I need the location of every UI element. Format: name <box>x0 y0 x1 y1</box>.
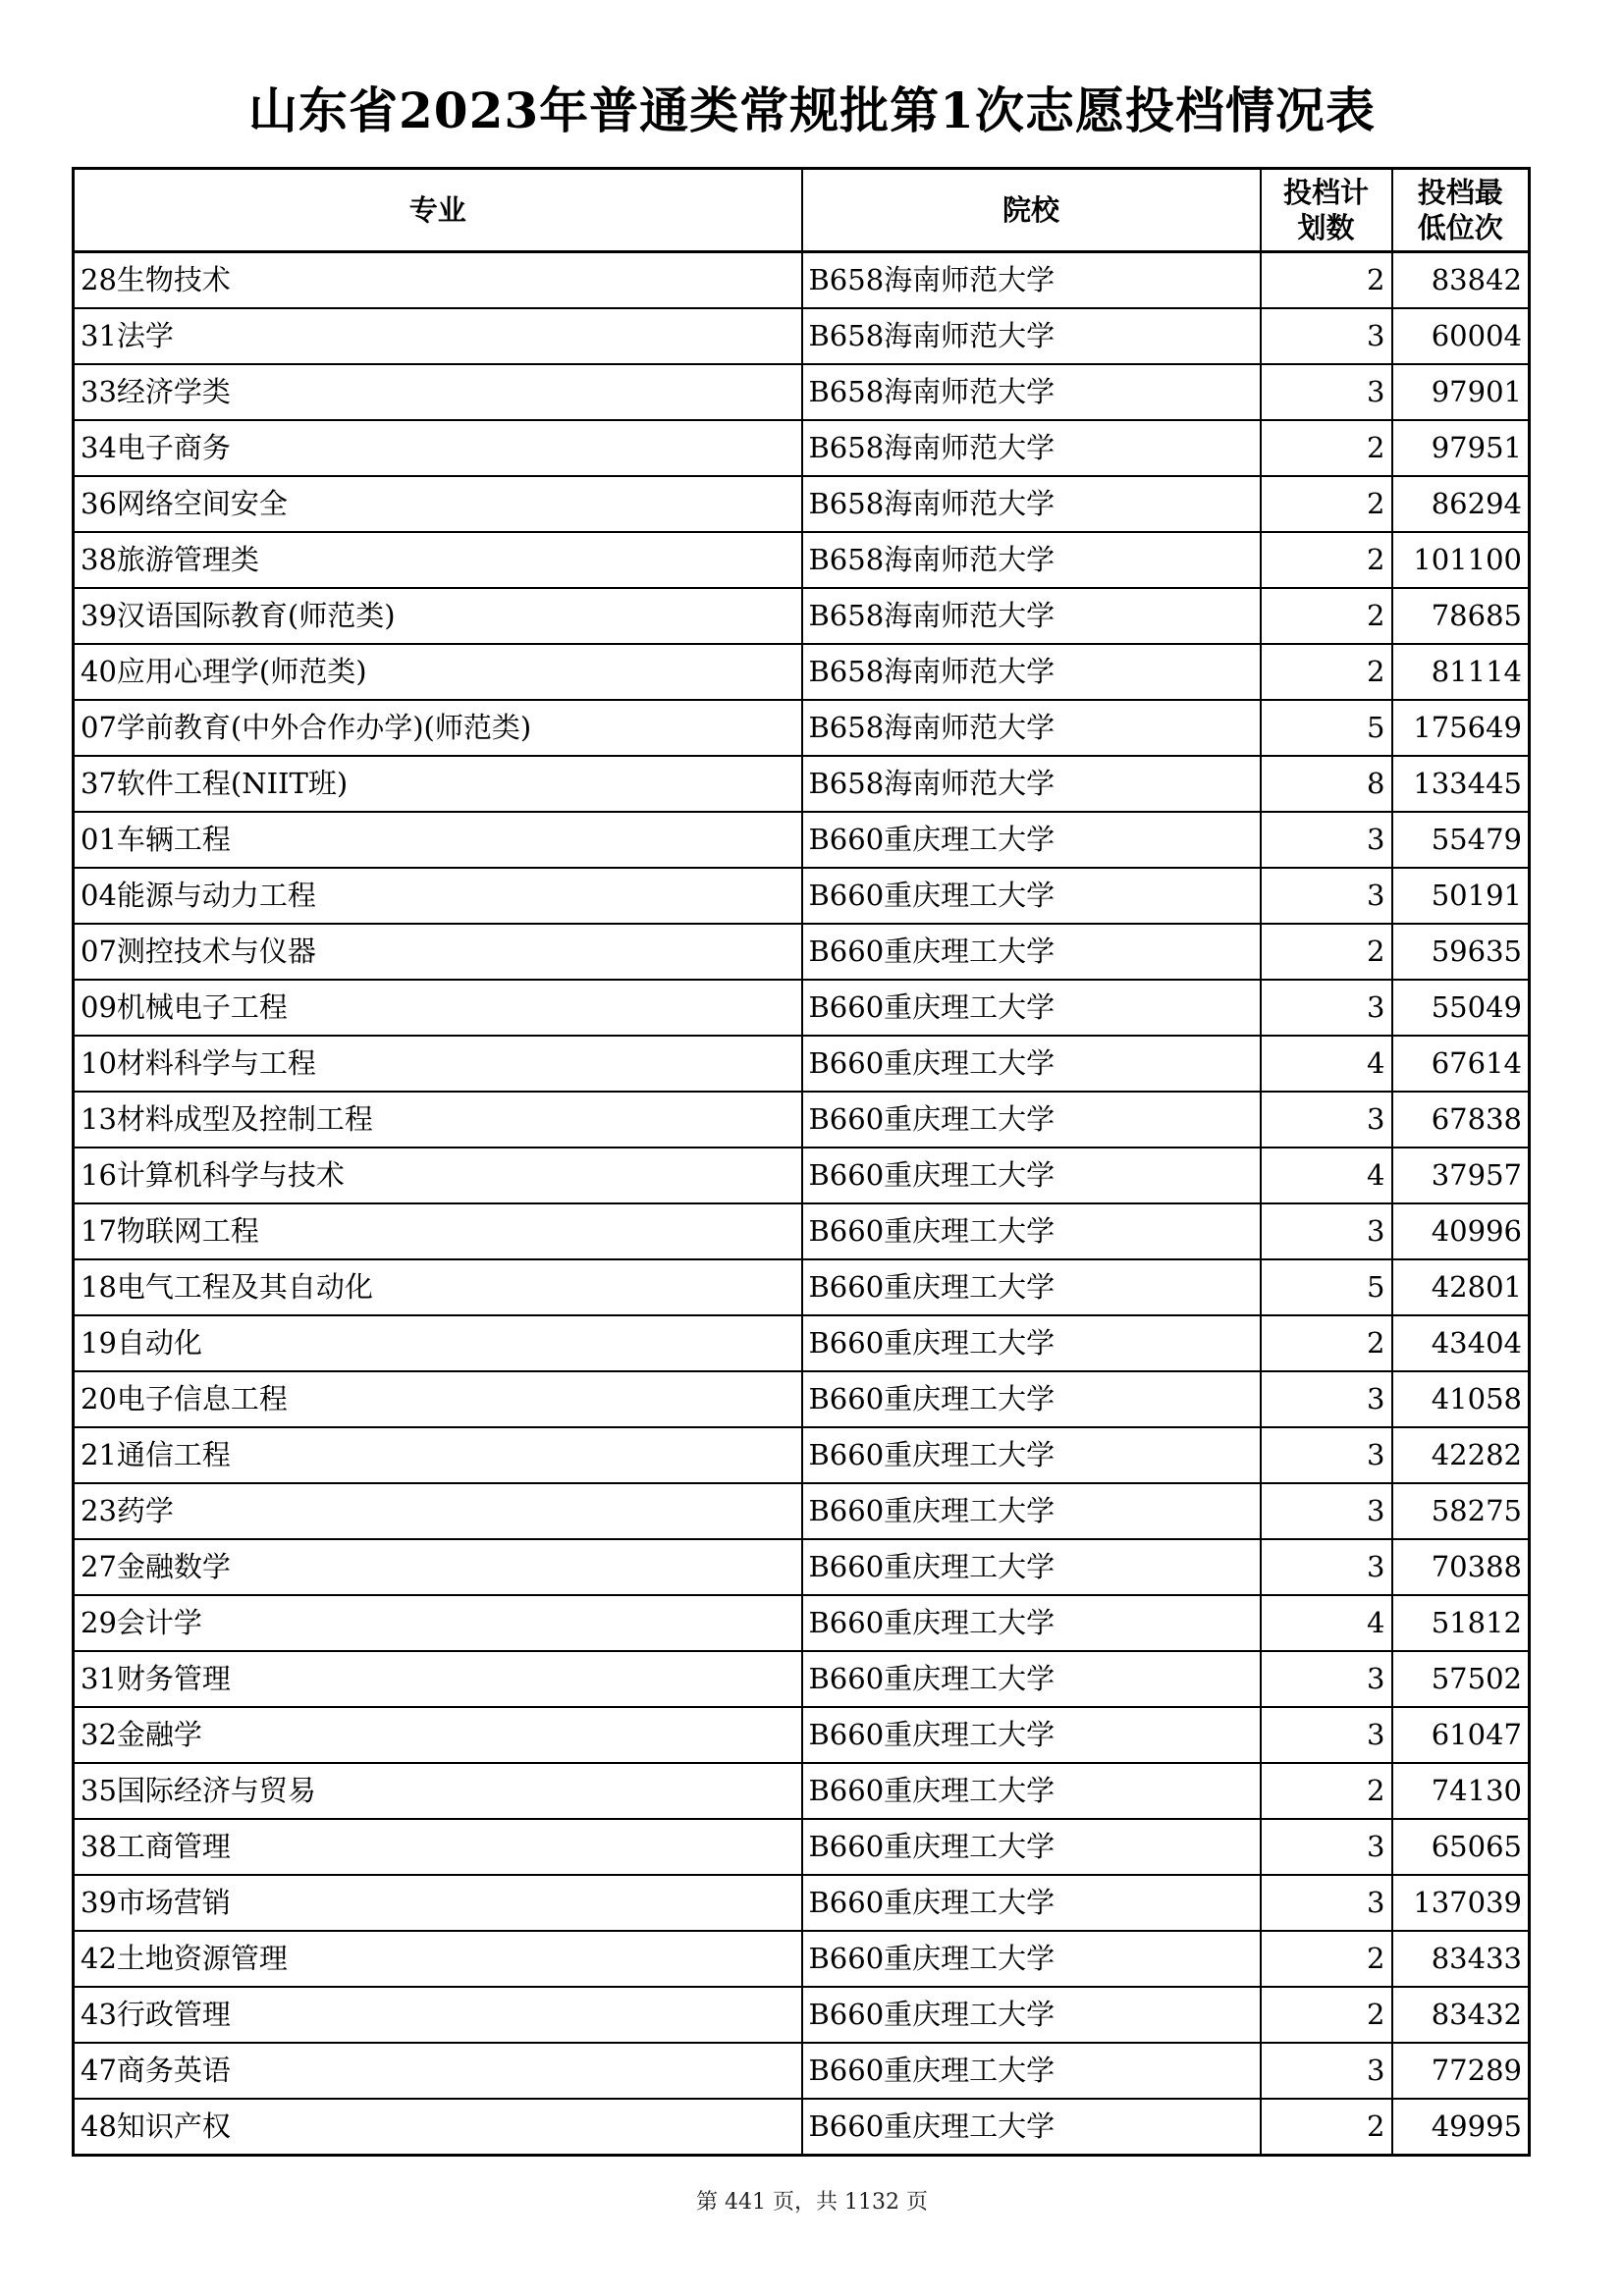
min-rank-cell: 51812 <box>1392 1595 1530 1651</box>
min-rank-cell: 67614 <box>1392 1036 1530 1092</box>
table-row <box>74 532 1530 588</box>
table-row <box>74 364 1530 420</box>
school-cell: B660重庆理工大学 <box>802 868 1261 924</box>
major-cell: 43行政管理 <box>74 1987 802 2043</box>
table-row <box>74 1763 1530 1819</box>
plan-count-cell: 3 <box>1261 1092 1392 1148</box>
min-rank-cell: 42801 <box>1392 1259 1530 1315</box>
table-row <box>74 1707 1530 1763</box>
major-cell: 13材料成型及控制工程 <box>74 1092 802 1148</box>
header-major: 专业 <box>74 169 802 252</box>
major-cell: 20电子信息工程 <box>74 1371 802 1427</box>
school-cell: B660重庆理工大学 <box>802 1371 1261 1427</box>
table-row <box>74 1987 1530 2043</box>
table-row <box>74 308 1530 364</box>
header-rank-line2: 低位次 <box>1417 211 1503 244</box>
table-row <box>74 1427 1530 1483</box>
school-cell: B660重庆理工大学 <box>802 1651 1261 1707</box>
major-cell: 16计算机科学与技术 <box>74 1148 802 1203</box>
table-body <box>74 252 1530 2156</box>
school-cell: B660重庆理工大学 <box>802 812 1261 868</box>
school-cell: B658海南师范大学 <box>802 420 1261 476</box>
major-cell: 42土地资源管理 <box>74 1931 802 1987</box>
admission-table-container <box>72 167 1528 2157</box>
major-cell: 23药学 <box>74 1483 802 1539</box>
plan-count-cell: 8 <box>1261 756 1392 812</box>
min-rank-cell: 67838 <box>1392 1092 1530 1148</box>
table-row <box>74 1315 1530 1371</box>
table-row <box>74 868 1530 924</box>
table-row <box>74 476 1530 532</box>
table-row <box>74 644 1530 700</box>
min-rank-cell: 77289 <box>1392 2043 1530 2099</box>
table-header-row <box>74 169 1530 252</box>
min-rank-cell: 81114 <box>1392 644 1530 700</box>
table-row <box>74 1875 1530 1931</box>
min-rank-cell: 60004 <box>1392 308 1530 364</box>
school-cell: B660重庆理工大学 <box>802 1315 1261 1371</box>
plan-count-cell: 3 <box>1261 1539 1392 1595</box>
plan-count-cell: 2 <box>1261 2099 1392 2156</box>
school-cell: B658海南师范大学 <box>802 588 1261 644</box>
header-plan <box>1261 169 1392 252</box>
table-row <box>74 1819 1530 1875</box>
plan-count-cell: 2 <box>1261 644 1392 700</box>
table-row <box>74 1036 1530 1092</box>
major-cell: 21通信工程 <box>74 1427 802 1483</box>
major-cell: 18电气工程及其自动化 <box>74 1259 802 1315</box>
min-rank-cell: 55479 <box>1392 812 1530 868</box>
school-cell: B660重庆理工大学 <box>802 1203 1261 1259</box>
school-cell: B660重庆理工大学 <box>802 1595 1261 1651</box>
plan-count-cell: 5 <box>1261 1259 1392 1315</box>
table-row <box>74 700 1530 756</box>
major-cell: 38旅游管理类 <box>74 532 802 588</box>
min-rank-cell: 58275 <box>1392 1483 1530 1539</box>
min-rank-cell: 175649 <box>1392 700 1530 756</box>
major-cell: 48知识产权 <box>74 2099 802 2156</box>
major-cell: 09机械电子工程 <box>74 980 802 1036</box>
table-row <box>74 252 1530 309</box>
school-cell: B660重庆理工大学 <box>802 1707 1261 1763</box>
min-rank-cell: 42282 <box>1392 1427 1530 1483</box>
plan-count-cell: 2 <box>1261 252 1392 309</box>
table-row <box>74 980 1530 1036</box>
school-cell: B658海南师范大学 <box>802 644 1261 700</box>
major-cell: 10材料科学与工程 <box>74 1036 802 1092</box>
min-rank-cell: 83432 <box>1392 1987 1530 2043</box>
school-cell: B658海南师范大学 <box>802 252 1261 309</box>
min-rank-cell: 65065 <box>1392 1819 1530 1875</box>
school-cell: B660重庆理工大学 <box>802 2099 1261 2156</box>
table-row <box>74 1483 1530 1539</box>
min-rank-cell: 97951 <box>1392 420 1530 476</box>
min-rank-cell: 133445 <box>1392 756 1530 812</box>
plan-count-cell: 3 <box>1261 1427 1392 1483</box>
table-row <box>74 1539 1530 1595</box>
header-rank-line1: 投档最 <box>1417 176 1503 209</box>
major-cell: 38工商管理 <box>74 1819 802 1875</box>
school-cell: B660重庆理工大学 <box>802 1931 1261 1987</box>
major-cell: 29会计学 <box>74 1595 802 1651</box>
plan-count-cell: 4 <box>1261 1148 1392 1203</box>
school-cell: B660重庆理工大学 <box>802 1819 1261 1875</box>
table-row <box>74 1371 1530 1427</box>
min-rank-cell: 40996 <box>1392 1203 1530 1259</box>
min-rank-cell: 70388 <box>1392 1539 1530 1595</box>
table-row <box>74 1203 1530 1259</box>
plan-count-cell: 3 <box>1261 308 1392 364</box>
min-rank-cell: 57502 <box>1392 1651 1530 1707</box>
major-cell: 07学前教育(中外合作办学)(师范类) <box>74 700 802 756</box>
school-cell: B658海南师范大学 <box>802 364 1261 420</box>
school-cell: B660重庆理工大学 <box>802 1427 1261 1483</box>
table-row <box>74 924 1530 980</box>
major-cell: 31财务管理 <box>74 1651 802 1707</box>
plan-count-cell: 2 <box>1261 1763 1392 1819</box>
table-row <box>74 1931 1530 1987</box>
plan-count-cell: 3 <box>1261 868 1392 924</box>
min-rank-cell: 78685 <box>1392 588 1530 644</box>
major-cell: 27金融数学 <box>74 1539 802 1595</box>
min-rank-cell: 86294 <box>1392 476 1530 532</box>
plan-count-cell: 3 <box>1261 1483 1392 1539</box>
plan-count-cell: 2 <box>1261 588 1392 644</box>
major-cell: 39市场营销 <box>74 1875 802 1931</box>
school-cell: B660重庆理工大学 <box>802 1539 1261 1595</box>
plan-count-cell: 4 <box>1261 1595 1392 1651</box>
min-rank-cell: 97901 <box>1392 364 1530 420</box>
min-rank-cell: 74130 <box>1392 1763 1530 1819</box>
table-row <box>74 588 1530 644</box>
major-cell: 31法学 <box>74 308 802 364</box>
major-cell: 01车辆工程 <box>74 812 802 868</box>
plan-count-cell: 5 <box>1261 700 1392 756</box>
major-cell: 47商务英语 <box>74 2043 802 2099</box>
school-cell: B658海南师范大学 <box>802 476 1261 532</box>
table-row <box>74 1148 1530 1203</box>
min-rank-cell: 59635 <box>1392 924 1530 980</box>
plan-count-cell: 3 <box>1261 364 1392 420</box>
header-plan-line2: 划数 <box>1297 211 1355 244</box>
school-cell: B660重庆理工大学 <box>802 1987 1261 2043</box>
header-rank <box>1392 169 1530 252</box>
plan-count-cell: 3 <box>1261 1707 1392 1763</box>
major-cell: 32金融学 <box>74 1707 802 1763</box>
major-cell: 17物联网工程 <box>74 1203 802 1259</box>
plan-count-cell: 3 <box>1261 1651 1392 1707</box>
plan-count-cell: 3 <box>1261 1875 1392 1931</box>
school-cell: B658海南师范大学 <box>802 308 1261 364</box>
major-cell: 33经济学类 <box>74 364 802 420</box>
plan-count-cell: 2 <box>1261 476 1392 532</box>
school-cell: B660重庆理工大学 <box>802 1259 1261 1315</box>
school-cell: B660重庆理工大学 <box>802 924 1261 980</box>
table-row <box>74 756 1530 812</box>
school-cell: B660重庆理工大学 <box>802 980 1261 1036</box>
school-cell: B660重庆理工大学 <box>802 1763 1261 1819</box>
min-rank-cell: 41058 <box>1392 1371 1530 1427</box>
plan-count-cell: 4 <box>1261 1036 1392 1092</box>
table-row <box>74 1651 1530 1707</box>
school-cell: B660重庆理工大学 <box>802 1092 1261 1148</box>
major-cell: 28生物技术 <box>74 252 802 309</box>
plan-count-cell: 2 <box>1261 924 1392 980</box>
major-cell: 07测控技术与仪器 <box>74 924 802 980</box>
plan-count-cell: 2 <box>1261 1987 1392 2043</box>
school-cell: B658海南师范大学 <box>802 756 1261 812</box>
plan-count-cell: 3 <box>1261 1371 1392 1427</box>
min-rank-cell: 83433 <box>1392 1931 1530 1987</box>
major-cell: 39汉语国际教育(师范类) <box>74 588 802 644</box>
major-cell: 35国际经济与贸易 <box>74 1763 802 1819</box>
table-row <box>74 2099 1530 2156</box>
plan-count-cell: 3 <box>1261 1819 1392 1875</box>
page-title: 山东省2023年普通类常规批第1次志愿投档情况表 <box>248 81 1376 139</box>
min-rank-cell: 137039 <box>1392 1875 1530 1931</box>
min-rank-cell: 43404 <box>1392 1315 1530 1371</box>
school-cell: B660重庆理工大学 <box>802 1875 1261 1931</box>
school-cell: B660重庆理工大学 <box>802 1036 1261 1092</box>
plan-count-cell: 3 <box>1261 1203 1392 1259</box>
major-cell: 40应用心理学(师范类) <box>74 644 802 700</box>
table-row <box>74 1092 1530 1148</box>
min-rank-cell: 55049 <box>1392 980 1530 1036</box>
major-cell: 37软件工程(NIIT班) <box>74 756 802 812</box>
header-school: 院校 <box>802 169 1261 252</box>
page-footer: 第 441 页，共 1132 页 <box>696 2190 928 2215</box>
admission-table <box>72 167 1531 2157</box>
plan-count-cell: 2 <box>1261 532 1392 588</box>
school-cell: B660重庆理工大学 <box>802 1148 1261 1203</box>
table-row <box>74 2043 1530 2099</box>
major-cell: 36网络空间安全 <box>74 476 802 532</box>
major-cell: 04能源与动力工程 <box>74 868 802 924</box>
min-rank-cell: 49995 <box>1392 2099 1530 2156</box>
min-rank-cell: 61047 <box>1392 1707 1530 1763</box>
min-rank-cell: 83842 <box>1392 252 1530 309</box>
school-cell: B658海南师范大学 <box>802 532 1261 588</box>
school-cell: B660重庆理工大学 <box>802 1483 1261 1539</box>
min-rank-cell: 37957 <box>1392 1148 1530 1203</box>
plan-count-cell: 2 <box>1261 420 1392 476</box>
plan-count-cell: 2 <box>1261 1315 1392 1371</box>
table-row <box>74 420 1530 476</box>
header-plan-line1: 投档计 <box>1282 176 1369 209</box>
table-row <box>74 1259 1530 1315</box>
table-row <box>74 1595 1530 1651</box>
plan-count-cell: 3 <box>1261 2043 1392 2099</box>
major-cell: 19自动化 <box>74 1315 802 1371</box>
plan-count-cell: 3 <box>1261 980 1392 1036</box>
school-cell: B658海南师范大学 <box>802 700 1261 756</box>
min-rank-cell: 101100 <box>1392 532 1530 588</box>
min-rank-cell: 50191 <box>1392 868 1530 924</box>
school-cell: B660重庆理工大学 <box>802 2043 1261 2099</box>
major-cell: 34电子商务 <box>74 420 802 476</box>
table-row <box>74 812 1530 868</box>
plan-count-cell: 2 <box>1261 1931 1392 1987</box>
plan-count-cell: 3 <box>1261 812 1392 868</box>
